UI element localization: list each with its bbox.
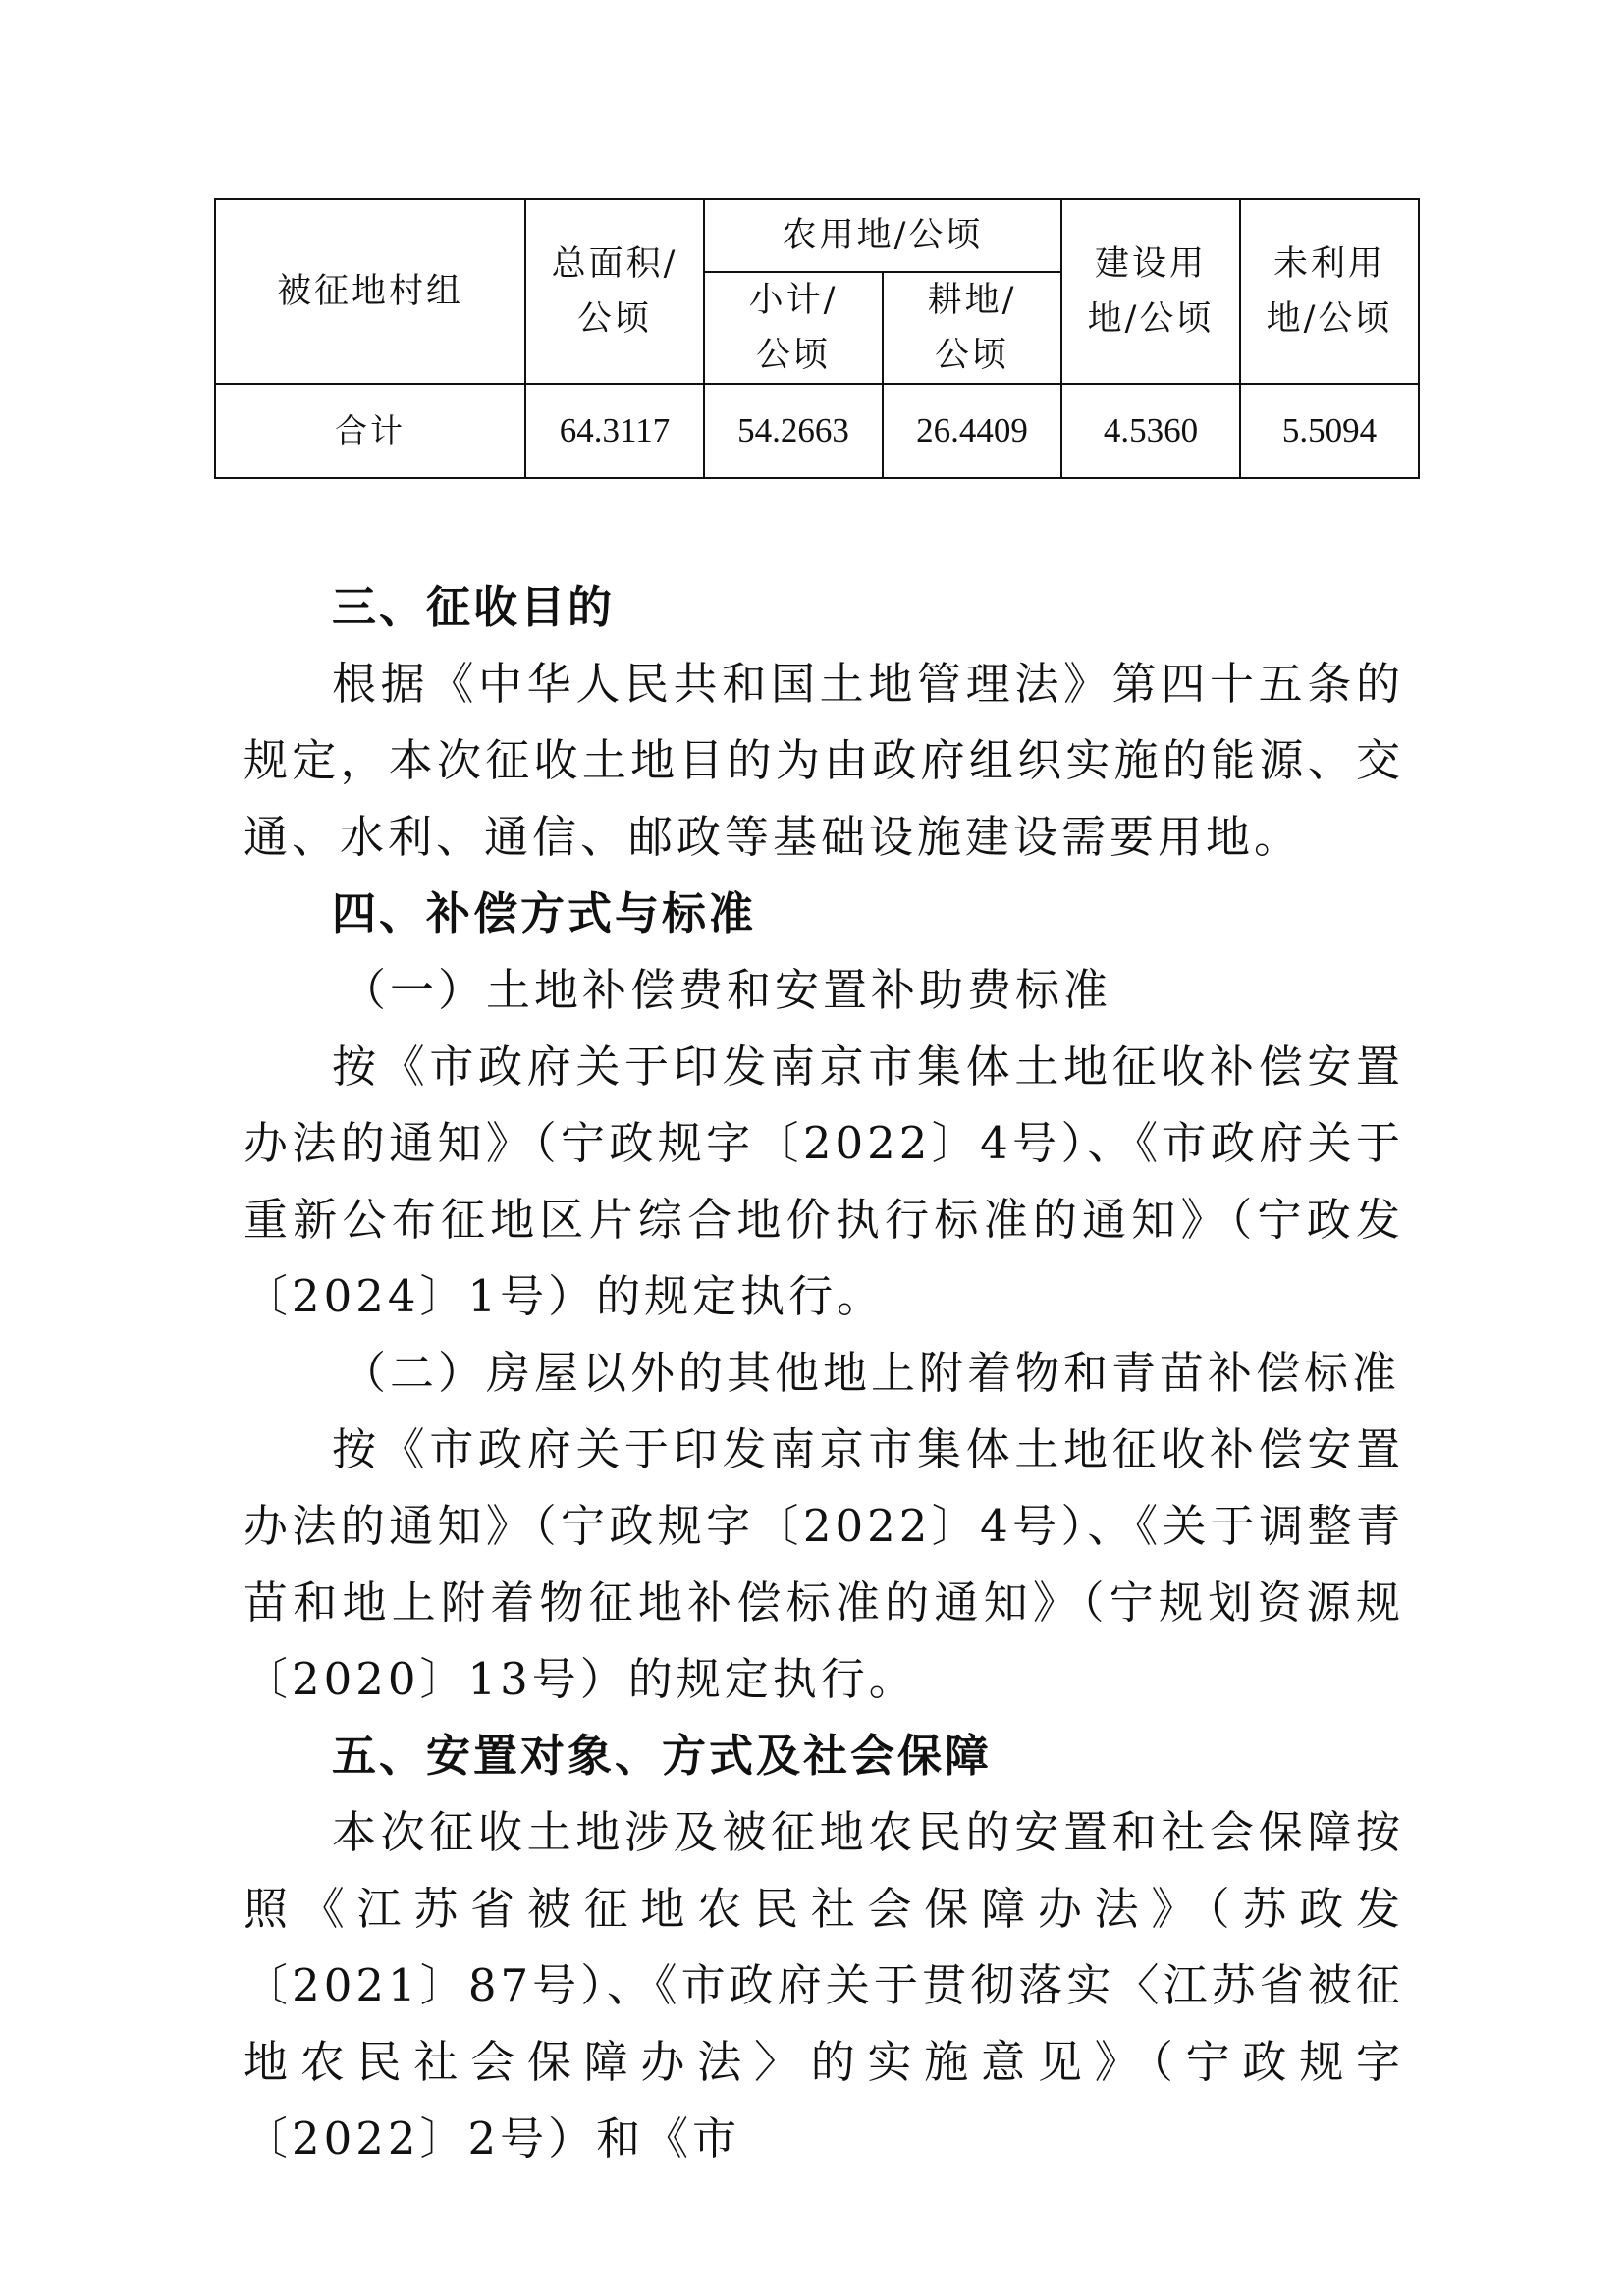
- header-unused-land: 未利用地/公顷: [1240, 199, 1419, 384]
- header-cultivated: 耕地/公顷: [883, 272, 1061, 384]
- section-heading-compensation: 四、补偿方式与标准: [332, 887, 757, 939]
- subheading-land-compensation: （一）土地补偿费和安置补助费标准: [342, 964, 1112, 1016]
- section-heading-purpose: 三、征收目的: [332, 581, 616, 633]
- cell-construction: 4.5360: [1061, 384, 1240, 478]
- document-body: [244, 569, 1404, 2177]
- header-construction-land: 建设用地/公顷: [1061, 199, 1240, 384]
- subheading-attachments-compensation: （二）房屋以外的其他地上附着物和青苗补偿标准: [342, 1347, 1401, 1399]
- table-row: [215, 384, 1419, 478]
- section-heading-resettlement: 五、安置对象、方式及社会保障: [332, 1730, 993, 1782]
- cell-subtotal: 54.2663: [704, 384, 883, 478]
- header-agri-land: 农用地/公顷: [704, 199, 1061, 272]
- cell-village: 合计: [215, 384, 525, 478]
- cell-unused: 5.5094: [1240, 384, 1419, 478]
- cell-total-area: 64.3117: [525, 384, 704, 478]
- header-subtotal: 小计/公顷: [704, 272, 883, 384]
- paragraph-land-compensation: 按《市政府关于印发南京市集体土地征收补偿安置办法的通知》（宁政规字〔2022〕4号）、《市政府关于重新公布征地区片综合地价执行标准的通知》（宁政发〔2024〕1号）的规定执行。: [244, 1041, 1404, 1322]
- cell-cultivated: 26.4409: [883, 384, 1061, 478]
- paragraph-attachments-compensation: 按《市政府关于印发南京市集体土地征收补偿安置办法的通知》（宁政规字〔2022〕4号）、《关于调整青苗和地上附着物征地补偿标准的通知》（宁规划资源规〔2020〕13号）的规定执行。: [244, 1423, 1404, 1705]
- header-village: 被征地村组: [215, 199, 525, 384]
- header-total-area: 总面积/公顷: [525, 199, 704, 384]
- land-acquisition-table: [214, 198, 1420, 479]
- paragraph-purpose: 根据《中华人民共和国土地管理法》第四十五条的规定，本次征收土地目的为由政府组织实施的能源、交通、水利、通信、邮政等基础设施建设需要用地。: [244, 658, 1404, 863]
- paragraph-resettlement: 本次征收土地涉及被征地农民的安置和社会保障按照《江苏省被征地农民社会保障办法》（苏政发〔2021〕87号）、《市政府关于贯彻落实〈江苏省被征地农民社会保障办法〉的实施意见》（宁政规字〔2022〕2号）和《市: [244, 1806, 1404, 2164]
